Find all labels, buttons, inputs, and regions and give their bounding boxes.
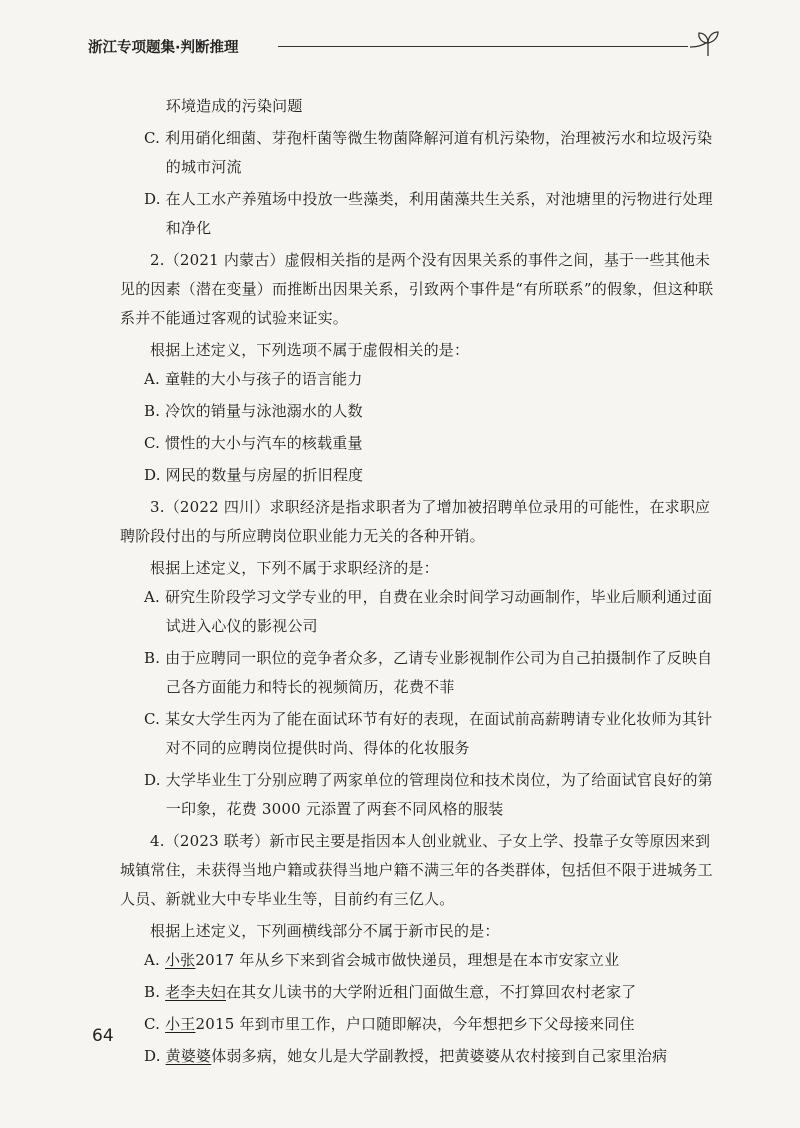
q2-option-a: A. 童鞋的大小与孩子的语言能力 [144, 370, 363, 388]
page-number: 64 [92, 1026, 114, 1046]
q3-option-c: C. 某女大学生丙为了能在面试环节有好的表现，在面试前高薪聘请专业化妆师为其针对不同的应聘岗位提供时尚、得体的化妆服务 [144, 710, 713, 757]
q2-option-c: C. 惯性的大小与汽车的核载重量 [144, 434, 363, 452]
q2-option-d: D. 网民的数量与房屋的折旧程度 [144, 466, 364, 484]
q1-option-c: C. 利用硝化细菌、芽孢杆菌等微生物菌降解河道有机污染物，治理被污水和垃圾污染的城市河流 [144, 129, 713, 176]
q1-option-d: D. 在人工水产养殖场中投放一些藻类，利用菌藻共生关系，对池塘里的污物进行处理和净化 [144, 190, 713, 237]
underlined-subject: 小张 [164, 951, 196, 969]
q4-option-a: A. 小张2017 年从乡下来到省会城市做快递员，理想是在本市安家立业 [144, 951, 620, 969]
q3-stem: 3.（2022 四川）求职经济是指求职者为了增加被招聘单位录用的可能性，在求职应聘阶段付出的与所应聘岗位职业能力无关的各种开销。 [120, 498, 711, 545]
q2-stem: 2.（2021 内蒙古）虚假相关指的是两个没有因果关系的事件之间，基于一些其他未见的因素（潜在变量）而推断出因果关系，引致两个事件是“有所联系”的假象，但这种联系并不能通过客观的试验来证实。 [120, 251, 714, 327]
running-header [88, 30, 728, 60]
underlined-subject: 黄婆婆 [165, 1047, 212, 1065]
q1-continued-line: 环境造成的污染问题 [165, 97, 303, 115]
q3-option-d: D. 大学毕业生丁分别应聘了两家单位的管理岗位和技术岗位，为了给面试官良好的第一印象，花费 3000 元添置了两套不同风格的服装 [144, 771, 713, 818]
q4-option-c: C. 小王2015 年到市里工作，户口随即解决，今年想把乡下父母接来同住 [144, 1015, 635, 1033]
q4-option-b: B. 老李夫妇在其女儿读书的大学附近租门面做生意，不打算回农村老家了 [144, 983, 637, 1001]
underlined-subject: 老李夫妇 [165, 983, 226, 1001]
q4-prompt: 根据上述定义，下列画横线部分不属于新市民的是： [150, 922, 500, 940]
book-title: 浙江专项题集·判断推理 [88, 40, 239, 56]
q3-option-b: B. 由于应聘同一职位的竞争者众多，乙请专业影视制作公司为自己拍摄制作了反映自己各方面能力和特长的视频简历，花费不菲 [144, 649, 713, 696]
sprout-icon [688, 30, 728, 60]
q2-prompt: 根据上述定义，下列选项不属于虚假相关的是： [150, 341, 470, 359]
q4-option-d: D. 黄婆婆体弱多病，她女儿是大学副教授，把黄婆婆从农村接到自己家里治病 [144, 1047, 668, 1065]
header-rule [278, 46, 688, 47]
q2-option-b: B. 冷饮的销量与泳池溺水的人数 [144, 402, 363, 420]
page-content [120, 92, 719, 1071]
q3-option-a: A. 研究生阶段学习文学专业的甲，自费在业余时间学习动画制作，毕业后顺利通过面试进入心仪的影视公司 [144, 588, 713, 635]
q4-stem: 4.（2023 联考）新市民主要是指因本人创业就业、子女上学、投靠子女等原因来到城镇常住，未获得当地户籍或获得当地户籍不满三年的各类群体，包括但不限于进城务工人员、新就业大中专毕业生等，目前约有三亿人。 [120, 832, 713, 908]
underlined-subject: 小王 [165, 1015, 196, 1033]
q3-prompt: 根据上述定义，下列不属于求职经济的是： [150, 559, 439, 577]
